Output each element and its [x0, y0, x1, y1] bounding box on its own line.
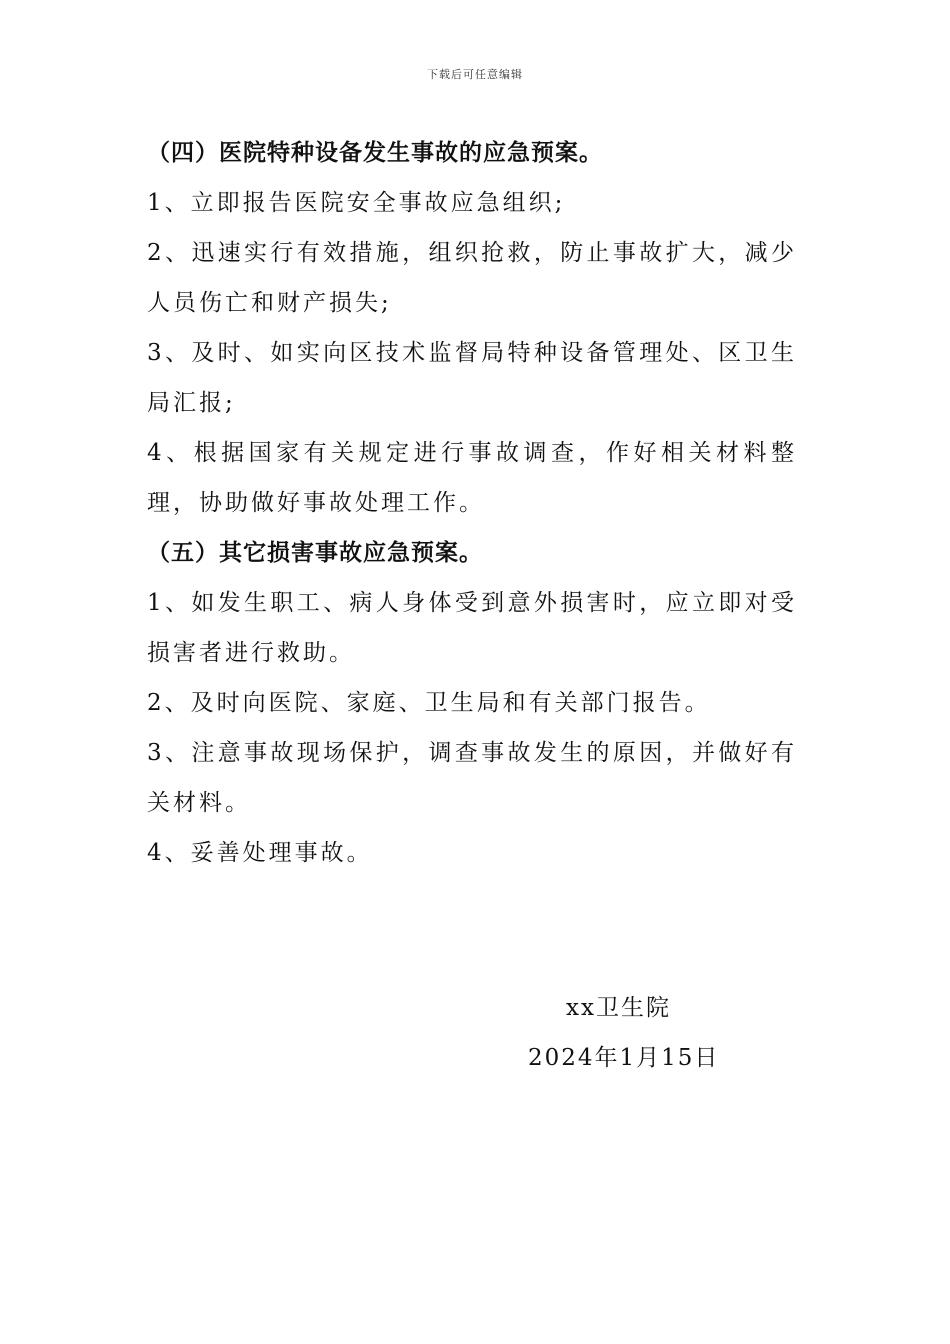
- list-item: 4、妥善处理事故。: [147, 840, 373, 866]
- section-4: [147, 128, 797, 528]
- list-item: 2、及时向医院、家庭、卫生局和有关部门报告。: [147, 690, 711, 716]
- section-5: [147, 528, 797, 878]
- list-item: 3、及时、如实向区技术监督局特种设备管理处、区卫生局汇报;: [147, 340, 797, 416]
- list-item: 3、注意事故现场保护，调查事故发生的原因，并做好有关材料。: [147, 740, 797, 816]
- signature-date: 2024年1月15日: [528, 1045, 720, 1071]
- section-title: （四）医院特种设备发生事故的应急预案。: [147, 139, 603, 166]
- list-item: 4、根据国家有关规定进行事故调查，作好相关材料整理，协助做好事故处理工作。: [147, 440, 797, 516]
- list-item: 1、立即报告医院安全事故应急组织;: [147, 190, 566, 216]
- list-item: 1、如发生职工、病人身体受到意外损害时，应立即对受损害者进行救助。: [147, 590, 797, 666]
- document-body: [147, 128, 797, 878]
- signature-organization: xx卫生院: [566, 995, 671, 1021]
- section-title: （五）其它损害事故应急预案。: [147, 539, 483, 566]
- header-note: 下载后可任意编辑: [427, 68, 523, 81]
- list-item: 2、迅速实行有效措施，组织抢救，防止事故扩大，减少人员伤亡和财产损失;: [147, 240, 797, 316]
